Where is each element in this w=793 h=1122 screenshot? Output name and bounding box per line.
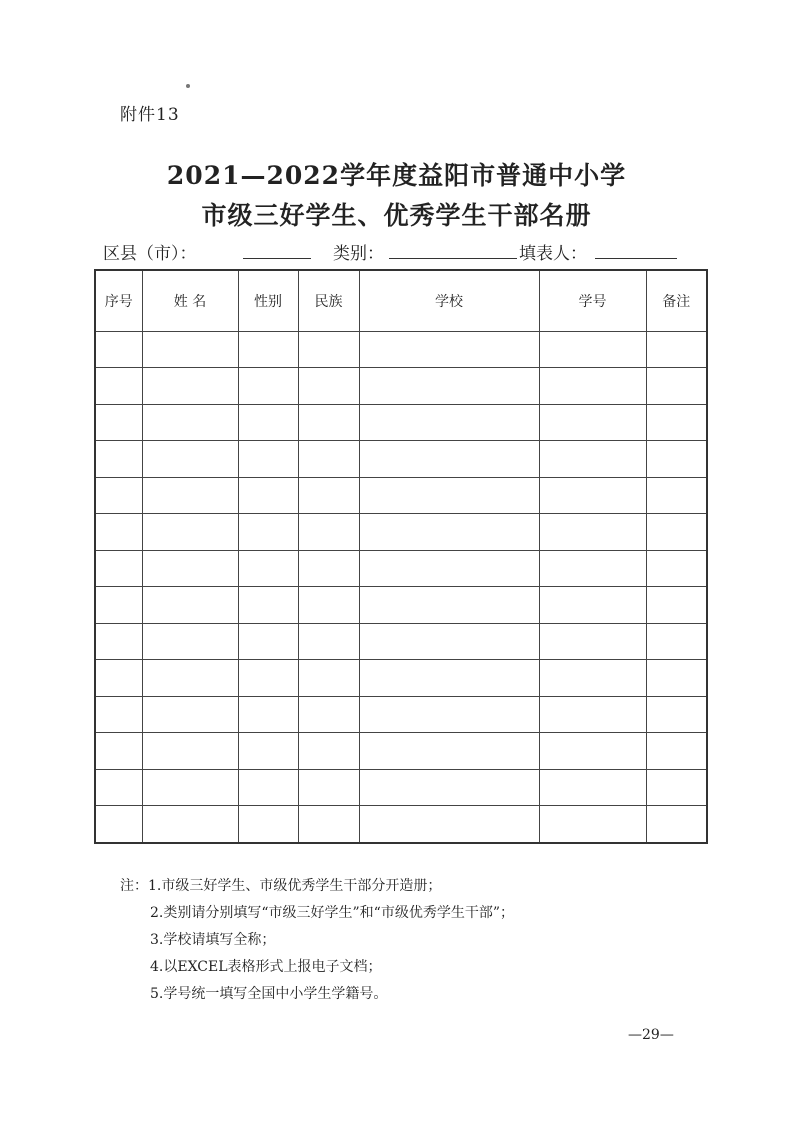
table-cell[interactable] — [298, 769, 359, 805]
header-gender: 性别 — [238, 270, 298, 332]
table-cell[interactable] — [298, 404, 359, 440]
table-cell[interactable] — [298, 660, 359, 696]
table-cell[interactable] — [646, 514, 707, 550]
table-cell[interactable] — [238, 806, 298, 843]
table-cell[interactable] — [142, 806, 238, 843]
table-cell[interactable] — [238, 550, 298, 586]
table-cell[interactable] — [539, 733, 646, 769]
table-row — [95, 441, 707, 477]
note-line: 3.学校请填写全称； — [150, 932, 276, 948]
table-cell[interactable] — [142, 769, 238, 805]
table-row — [95, 332, 707, 368]
table-cell[interactable] — [539, 550, 646, 586]
table-cell[interactable] — [95, 404, 142, 440]
table-cell[interactable] — [95, 587, 142, 623]
table-cell[interactable] — [95, 514, 142, 550]
table-cell[interactable] — [539, 441, 646, 477]
table-cell[interactable] — [646, 441, 707, 477]
table-cell[interactable] — [298, 441, 359, 477]
table-cell[interactable] — [142, 623, 238, 659]
table-cell[interactable] — [359, 550, 539, 586]
table-cell[interactable] — [298, 332, 359, 368]
category-label: 类别： — [333, 244, 384, 264]
table-cell[interactable] — [95, 441, 142, 477]
table-cell[interactable] — [539, 477, 646, 513]
preparer-label: 填表人： — [519, 244, 587, 264]
table-cell[interactable] — [95, 696, 142, 732]
table-cell[interactable] — [95, 769, 142, 805]
note-line: 4.以EXCEL表格形式上报电子文档； — [150, 959, 382, 975]
table-cell[interactable] — [539, 404, 646, 440]
table-cell[interactable] — [359, 368, 539, 404]
table-cell[interactable] — [238, 769, 298, 805]
table-cell[interactable] — [142, 733, 238, 769]
header-name: 姓 名 — [142, 270, 238, 332]
table-cell[interactable] — [238, 477, 298, 513]
table-cell[interactable] — [646, 660, 707, 696]
table-cell[interactable] — [359, 769, 539, 805]
table-row — [95, 623, 707, 659]
table-cell[interactable] — [142, 441, 238, 477]
table-cell[interactable] — [646, 769, 707, 805]
table-cell[interactable] — [238, 660, 298, 696]
table-cell[interactable] — [95, 806, 142, 843]
table-cell[interactable] — [238, 514, 298, 550]
table-cell[interactable] — [298, 477, 359, 513]
table-row — [95, 769, 707, 805]
table-cell[interactable] — [298, 806, 359, 843]
table-row — [95, 404, 707, 440]
table-cell[interactable] — [359, 660, 539, 696]
category-blank[interactable] — [389, 258, 517, 259]
table-cell[interactable] — [298, 696, 359, 732]
title-line-2: 市级三好学生、优秀学生干部名册 — [201, 201, 592, 230]
table-cell[interactable] — [142, 550, 238, 586]
table-cell[interactable] — [646, 806, 707, 843]
header-ethnicity: 民族 — [298, 270, 359, 332]
header-remarks: 备注 — [646, 270, 707, 332]
table-cell[interactable] — [539, 660, 646, 696]
table-cell[interactable] — [142, 477, 238, 513]
table-cell[interactable] — [142, 332, 238, 368]
table-row — [95, 514, 707, 550]
table-cell[interactable] — [238, 733, 298, 769]
attachment-label: 附件13 — [120, 105, 180, 125]
table-row — [95, 696, 707, 732]
table-cell[interactable] — [359, 733, 539, 769]
table-row — [95, 660, 707, 696]
table-cell[interactable] — [238, 441, 298, 477]
table-cell[interactable] — [646, 332, 707, 368]
page-number: —29— — [628, 1027, 674, 1043]
header-school: 学校 — [359, 270, 539, 332]
district-blank[interactable] — [243, 258, 311, 259]
table-cell[interactable] — [359, 587, 539, 623]
table-cell[interactable] — [298, 368, 359, 404]
header-student-id: 学号 — [539, 270, 646, 332]
header-row — [95, 270, 707, 332]
table-cell[interactable] — [238, 623, 298, 659]
note-line: 2.类别请分别填写“市级三好学生”和“市级优秀学生干部”； — [150, 905, 514, 921]
table-cell[interactable] — [539, 623, 646, 659]
notes — [120, 873, 514, 1008]
table-cell[interactable] — [646, 696, 707, 732]
district-label: 区县（市）： — [103, 244, 197, 264]
table-cell[interactable] — [646, 404, 707, 440]
header-seq: 序号 — [95, 270, 142, 332]
table-cell[interactable] — [539, 514, 646, 550]
table-cell[interactable] — [95, 368, 142, 404]
table-cell[interactable] — [298, 587, 359, 623]
table-cell[interactable] — [359, 696, 539, 732]
title-line-1: 2021—2022学年度益阳市普通中小学 — [166, 161, 627, 190]
table-cell[interactable] — [95, 733, 142, 769]
table-cell[interactable] — [298, 733, 359, 769]
scan-speck — [186, 84, 190, 88]
table-cell[interactable] — [298, 550, 359, 586]
table-cell[interactable] — [298, 623, 359, 659]
table-cell[interactable] — [359, 441, 539, 477]
table-cell[interactable] — [238, 332, 298, 368]
table-cell[interactable] — [539, 332, 646, 368]
table-cell[interactable] — [142, 404, 238, 440]
table-cell[interactable] — [539, 696, 646, 732]
preparer-blank[interactable] — [595, 258, 677, 259]
table-cell[interactable] — [95, 332, 142, 368]
table-cell[interactable] — [646, 733, 707, 769]
table-cell[interactable] — [238, 368, 298, 404]
table-cell[interactable] — [95, 550, 142, 586]
table-cell[interactable] — [238, 696, 298, 732]
table-cell[interactable] — [646, 477, 707, 513]
table-cell[interactable] — [539, 769, 646, 805]
table-cell[interactable] — [539, 368, 646, 404]
table-row — [95, 806, 707, 843]
table-cell[interactable] — [142, 587, 238, 623]
table-cell[interactable] — [646, 550, 707, 586]
table-cell[interactable] — [359, 806, 539, 843]
note-line: 注：1.市级三好学生、市级优秀学生干部分开造册； — [120, 878, 442, 894]
table-row — [95, 733, 707, 769]
table-cell[interactable] — [298, 514, 359, 550]
table-cell[interactable] — [646, 623, 707, 659]
table-cell[interactable] — [359, 623, 539, 659]
table-cell[interactable] — [359, 404, 539, 440]
table-cell[interactable] — [646, 587, 707, 623]
table-cell[interactable] — [142, 660, 238, 696]
table-row — [95, 550, 707, 586]
table-cell[interactable] — [539, 806, 646, 843]
table-cell[interactable] — [142, 514, 238, 550]
table-cell[interactable] — [238, 587, 298, 623]
roster-body — [95, 332, 707, 844]
table-cell[interactable] — [95, 477, 142, 513]
note-line: 5.学号统一填写全国中小学生学籍号。 — [150, 986, 388, 1002]
table-cell[interactable] — [359, 477, 539, 513]
table-cell[interactable] — [142, 368, 238, 404]
fill-in-row — [103, 237, 703, 265]
table-row — [95, 587, 707, 623]
table-row — [95, 368, 707, 404]
roster-table — [94, 269, 708, 844]
table-cell[interactable] — [142, 696, 238, 732]
table-cell[interactable] — [359, 514, 539, 550]
table-cell[interactable] — [359, 332, 539, 368]
table-cell[interactable] — [646, 368, 707, 404]
table-cell[interactable] — [238, 404, 298, 440]
table-row — [95, 477, 707, 513]
table-cell[interactable] — [539, 587, 646, 623]
table-cell[interactable] — [95, 660, 142, 696]
table-cell[interactable] — [95, 623, 142, 659]
